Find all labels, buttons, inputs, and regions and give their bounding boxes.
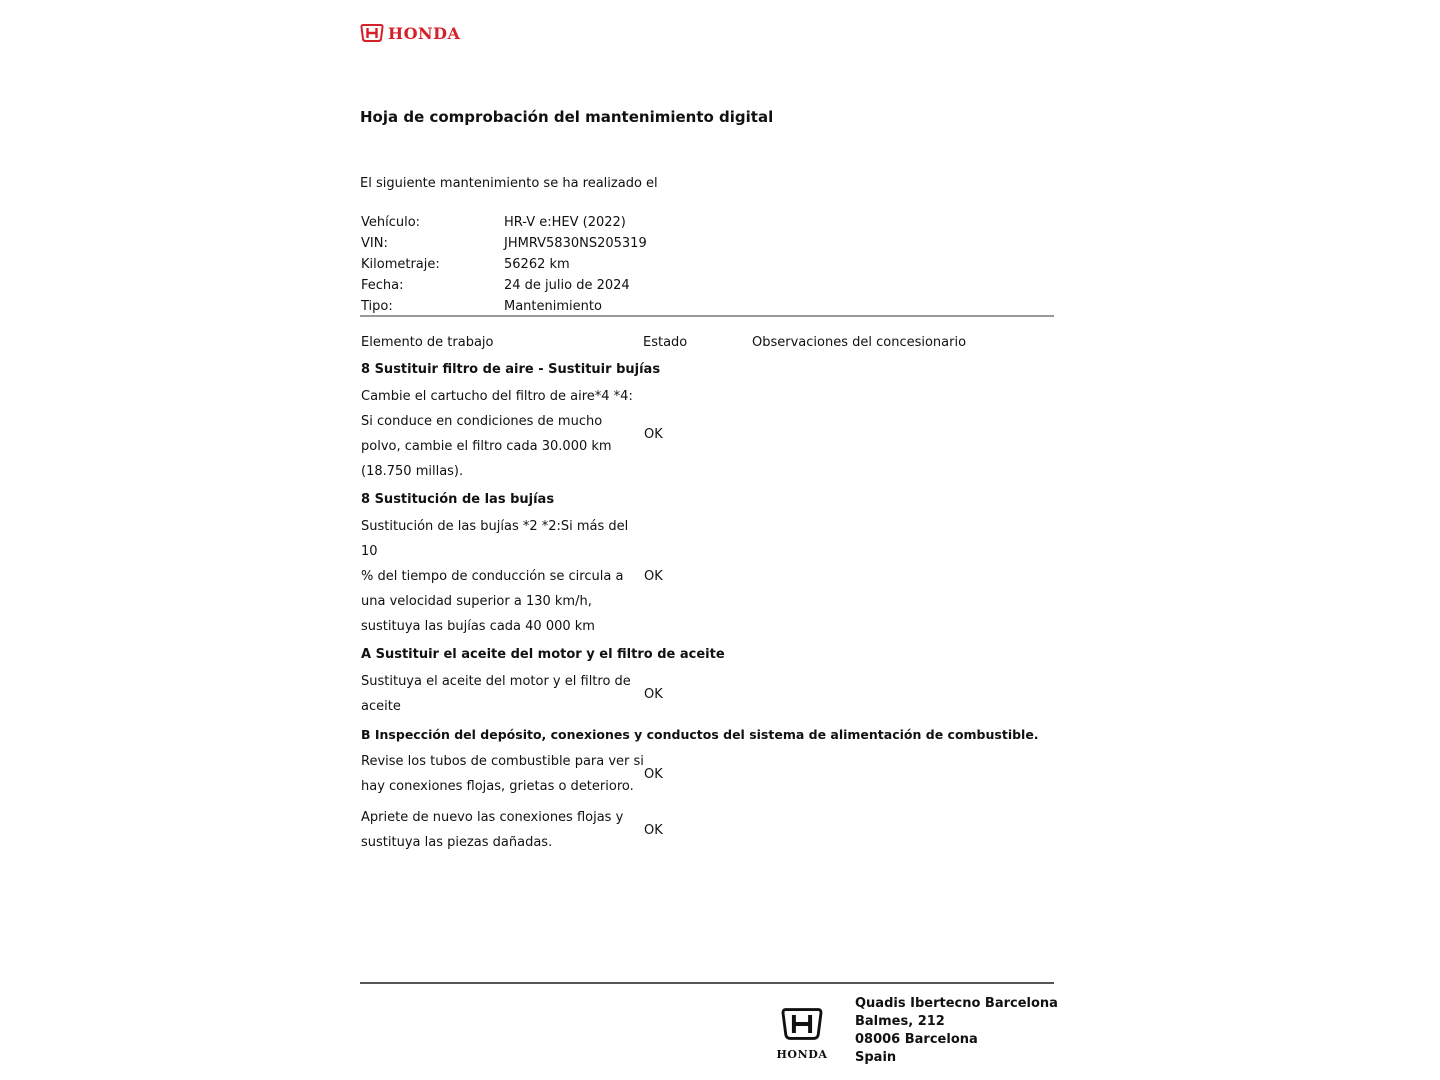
- description-line: Si conduce en condiciones de mucho: [361, 414, 603, 429]
- honda-logo-top: [360, 22, 460, 44]
- work-item: [361, 805, 1061, 855]
- vehicle-label: Vehículo:: [361, 215, 421, 230]
- dealer-address: [855, 995, 1058, 1067]
- date-label: Fecha:: [361, 278, 404, 293]
- description-line: Apriete de nuevo las conexiones flojas y: [361, 810, 624, 825]
- work-item: [361, 749, 1061, 799]
- vin-label: VIN:: [361, 236, 388, 251]
- dealer-city: 08006 Barcelona: [855, 1032, 978, 1047]
- honda-h-icon: [360, 23, 384, 43]
- status-value: OK: [644, 822, 663, 838]
- description-line: hay conexiones flojas, grietas o deterioro.: [361, 779, 634, 794]
- dealer-country: Spain: [855, 1050, 897, 1065]
- vehicle-value: HR-V e:HEV (2022): [504, 215, 626, 230]
- work-item: [361, 384, 1061, 484]
- work-item: [361, 669, 1061, 719]
- dealer-name: Quadis Ibertecno Barcelona: [855, 996, 1058, 1011]
- description-line: polvo, cambie el filtro cada 30.000 km: [361, 439, 612, 454]
- header-status: Estado: [643, 335, 688, 350]
- description-line: una velocidad superior a 130 km/h,: [361, 594, 592, 609]
- honda-logo-footer: [763, 1006, 841, 1061]
- type-row: [361, 296, 647, 317]
- section-title: B Inspección del depósito, conexiones y conductos del sistema de alimentación de combustible.: [361, 727, 1039, 742]
- description-line: aceite: [361, 699, 401, 714]
- honda-h-icon: [780, 1006, 824, 1042]
- date-value: 24 de julio de 2024: [504, 278, 630, 293]
- honda-wordmark: HONDA: [388, 23, 461, 43]
- type-value: Mantenimiento: [504, 299, 602, 314]
- mileage-value: 56262 km: [504, 257, 570, 272]
- description-line: Revise los tubos de combustible para ver si: [361, 754, 644, 769]
- divider-bottom: [360, 982, 1054, 984]
- work-items: [361, 360, 1061, 861]
- date-row: [361, 275, 647, 296]
- vin-value: JHMRV5830NS205319: [504, 236, 647, 251]
- dealer-street: Balmes, 212: [855, 1014, 945, 1029]
- status-value: OK: [644, 426, 663, 442]
- section-title: 8 Sustitución de las bujías: [361, 492, 555, 507]
- description-line: Sustitución de las bujías *2 *2:Si más del 10: [361, 519, 629, 559]
- work-item-description: [361, 749, 644, 799]
- status-value: OK: [644, 569, 663, 584]
- work-item-description: [361, 669, 644, 719]
- section-title: A Sustituir el aceite del motor y el filtro de aceite: [361, 647, 725, 662]
- work-item-description: [361, 514, 644, 639]
- mileage-label: Kilometraje:: [361, 257, 440, 272]
- section-title: 8 Sustituir filtro de aire - Sustituir bujías: [361, 362, 661, 377]
- description-line: sustituya las piezas dañadas.: [361, 835, 553, 850]
- status-value: OK: [644, 686, 663, 702]
- honda-wordmark-footer: HONDA: [776, 1048, 828, 1061]
- vehicle-row: [361, 212, 647, 233]
- work-item-description: [361, 805, 644, 855]
- mileage-row: [361, 254, 647, 275]
- divider-top: [360, 315, 1054, 317]
- vin-row: [361, 233, 647, 254]
- work-item: [361, 514, 1061, 639]
- intro-text: El siguiente mantenimiento se ha realizado el: [360, 176, 658, 191]
- document-title: Hoja de comprobación del mantenimiento digital: [360, 108, 774, 126]
- description-line: sustituya las bujías cada 40 000 km: [361, 619, 595, 634]
- description-line: Cambie el cartucho del filtro de aire*4 *4:: [361, 389, 633, 404]
- type-label: Tipo:: [361, 299, 393, 314]
- header-work-element: Elemento de trabajo: [361, 335, 494, 350]
- vehicle-info: [361, 212, 647, 317]
- description-line: % del tiempo de conducción se circula a: [361, 569, 624, 584]
- status-value: OK: [644, 766, 663, 782]
- description-line: Sustituya el aceite del motor y el filtro de: [361, 674, 631, 689]
- header-dealer-notes: Observaciones del concesionario: [752, 335, 967, 350]
- description-line: (18.750 millas).: [361, 464, 464, 479]
- work-item-description: [361, 384, 644, 484]
